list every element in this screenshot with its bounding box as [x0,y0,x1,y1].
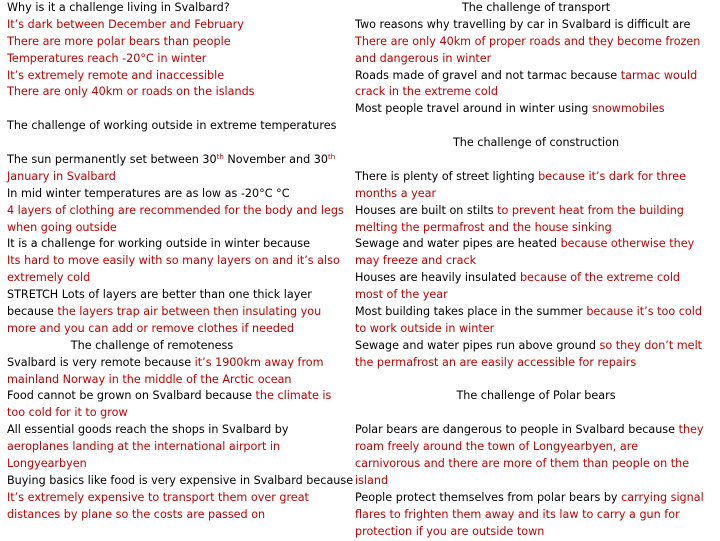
construction-heading: The challenge of construction [452,136,620,150]
polar-bears-heading: The challenge of Polar bears [456,389,616,403]
intro-line: There are only 40km or roads on the islands [7,85,255,99]
construction-line: months a year [355,186,437,200]
intro-line: Temperatures reach -20°C in winter [7,51,207,65]
polar-bears-line: Polar bears are dangerous to people in Svalbard because they [355,423,704,437]
intro-line: It’s dark between December and February [7,17,244,31]
transport-line: Two reasons why travelling by car in Svalbard is difficult are [355,17,691,31]
polar-bears-line: island [355,473,389,487]
construction-line: to work outside in winter [355,321,495,335]
remoteness-line: Longyearbyen [7,457,87,471]
working-line: more and you can add or remove clothes if needed [7,321,294,335]
working-line: 4 layers of clothing are recommended for the body and legs [7,203,344,217]
remoteness-line: All essential goods reach the shops in Svalbard by [7,423,289,437]
remoteness-heading: The challenge of remoteness [70,338,234,352]
right-column [355,0,717,541]
working-line: January in Svalbard [7,169,116,183]
remoteness-line: Food cannot be grown on Svalbard because the climate is [7,389,332,403]
construction-line: There is plenty of street lighting because it’s dark for three [355,169,687,183]
remoteness-line: Buying basics like food is very expensive in Svalbard because [7,473,354,487]
construction-line: Houses are built on stilts to prevent heat from the building [355,203,684,217]
polar-bears-line: People protect themselves from polar bears by carrying signal [355,490,704,504]
construction-line: Sewage and water pipes are heated because otherwise they [355,237,695,251]
polar-bears-line: carnivorous and there are more of them than people on the [355,457,690,471]
polar-bears-line: flares to frighten them away and its law to carry a gun for [355,507,680,521]
intro-line: It’s extremely remote and inaccessible [7,68,225,82]
working-heading: The challenge of working outside in extreme temperatures [7,119,337,133]
working-line: because the layers trap air between then insulating you [7,305,322,319]
construction-line: melting the permafrost and the house sinking [355,220,612,234]
working-line: extremely cold [7,271,91,285]
transport-line: crack in the extreme cold [355,85,498,99]
intro-line: There are more polar bears than people [7,34,231,48]
construction-line: most of the year [355,288,448,302]
polar-bears-line: roam freely around the town of Longyearbyen, are [355,440,638,454]
transport-line: There are only 40km of proper roads and they become frozen [355,34,701,48]
construction-line: the permafrost an are easily accessible for repairs [355,355,637,369]
working-line: when going outside [7,220,117,234]
transport-line: Roads made of gravel and not tarmac because tarmac would [355,68,698,82]
polar-bears-line: protection if you are outside town [355,524,545,538]
working-line: STRETCH Lots of layers are better than one thick layer [7,288,312,302]
remoteness-line: distances by plane so the costs are passed on [7,507,266,521]
working-line: In mid winter temperatures are as low as -20°C °C [7,186,290,200]
remoteness-line: It’s extremely expensive to transport them over great [7,490,309,504]
working-line: It is a challenge for working outside in winter because [7,237,310,251]
construction-line: Most building takes place in the summer because it’s too cold [355,305,702,319]
left-column [7,0,352,524]
transport-heading: The challenge of transport [461,1,611,14]
transport-line: and dangerous in winter [355,51,492,65]
remoteness-line: too cold for it to grow [7,406,128,420]
remoteness-line: mainland Norway in the middle of the Arctic ocean [7,372,292,386]
page-title: Why is it a challenge living in Svalbard? [7,1,230,14]
construction-line: Houses are heavily insulated because of the extreme cold [355,271,681,285]
working-line: The sun permanently set between 30th November and 30th [7,153,336,167]
working-line: Its hard to move easily with so many layers on and it’s also [7,254,340,268]
construction-line: Sewage and water pipes run above ground so they don’t melt [355,338,703,352]
transport-line: Most people travel around in winter using snowmobiles [355,102,665,116]
construction-line: may freeze and crack [355,254,477,268]
remoteness-line: aeroplanes landing at the international airport in [7,440,281,454]
remoteness-line: Svalbard is very remote because it’s 1900km away from [7,355,324,369]
